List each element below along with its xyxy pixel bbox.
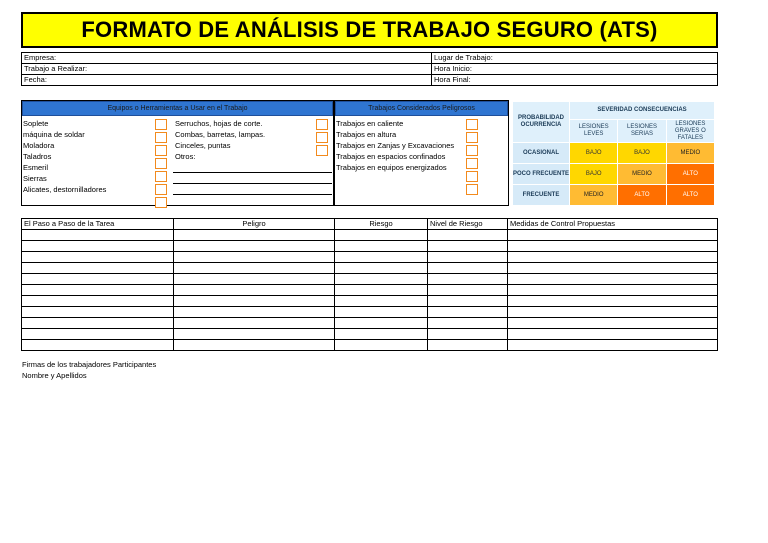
peligroso-item: Trabajos en espacios confinados xyxy=(336,152,446,161)
table-cell[interactable] xyxy=(174,329,335,340)
table-row xyxy=(22,340,718,351)
risk-matrix xyxy=(512,101,715,205)
table-cell[interactable] xyxy=(22,230,174,241)
table-row xyxy=(22,274,718,285)
col-header-medidas: Medidas de Control Propuestas xyxy=(508,219,718,230)
table-cell[interactable] xyxy=(508,318,718,329)
risk-cell: ALTO xyxy=(666,185,714,206)
checkbox[interactable] xyxy=(155,171,167,182)
table-cell[interactable] xyxy=(22,285,174,296)
page-title: FORMATO DE ANÁLISIS DE TRABAJO SEGURO (ATS) xyxy=(21,12,718,48)
table-cell[interactable] xyxy=(335,340,428,351)
table-cell[interactable] xyxy=(22,329,174,340)
firmas-label: Firmas de los trabajadores Participantes xyxy=(22,360,157,369)
equipos-checkboxes-2 xyxy=(316,119,328,156)
risk-cell: BAJO xyxy=(570,164,618,185)
table-cell[interactable] xyxy=(22,263,174,274)
table-cell[interactable] xyxy=(22,241,174,252)
table-cell[interactable] xyxy=(508,296,718,307)
probabilidad-label: PROBABILIDAD OCURRENCIA xyxy=(513,102,570,143)
table-cell[interactable] xyxy=(508,252,718,263)
equipo-item: Alicates, destornilladores xyxy=(23,185,107,194)
otros-line[interactable] xyxy=(173,172,332,173)
col-header-peligro: Peligro xyxy=(174,219,335,230)
hora-final-field[interactable]: Hora Final: xyxy=(432,75,718,86)
risk-cell: BAJO xyxy=(570,143,618,164)
peligrosos-header: Trabajos Considerados Peligrosos xyxy=(335,101,508,116)
table-cell[interactable] xyxy=(428,307,508,318)
table-row xyxy=(22,263,718,274)
equipo-item: Combas, barretas, lampas. xyxy=(175,130,266,139)
table-cell[interactable] xyxy=(335,241,428,252)
table-cell[interactable] xyxy=(174,252,335,263)
table-cell[interactable] xyxy=(508,263,718,274)
checkbox[interactable] xyxy=(466,171,478,182)
checkbox[interactable] xyxy=(316,145,328,156)
checkbox[interactable] xyxy=(466,132,478,143)
fecha-field[interactable]: Fecha: xyxy=(22,75,432,86)
table-cell[interactable] xyxy=(428,241,508,252)
table-cell[interactable] xyxy=(335,274,428,285)
table-cell[interactable] xyxy=(174,285,335,296)
probability-row-label: POCO FRECUENTE xyxy=(513,164,570,185)
table-cell[interactable] xyxy=(335,263,428,274)
table-row xyxy=(22,241,718,252)
table-cell[interactable] xyxy=(174,296,335,307)
table-row xyxy=(22,252,718,263)
table-cell[interactable] xyxy=(335,230,428,241)
equipo-item: máquina de soldar xyxy=(23,130,85,139)
table-cell[interactable] xyxy=(428,252,508,263)
otros-line[interactable] xyxy=(173,183,332,184)
table-cell[interactable] xyxy=(174,274,335,285)
checkbox[interactable] xyxy=(466,119,478,130)
table-cell[interactable] xyxy=(428,274,508,285)
nombre-label: Nombre y Apellidos xyxy=(22,371,87,380)
checkbox[interactable] xyxy=(155,158,167,169)
table-cell[interactable] xyxy=(22,340,174,351)
table-cell[interactable] xyxy=(22,318,174,329)
table-cell[interactable] xyxy=(428,318,508,329)
table-cell[interactable] xyxy=(335,318,428,329)
equipos-list-1 xyxy=(23,118,106,195)
table-cell[interactable] xyxy=(428,296,508,307)
lugar-field[interactable]: Lugar de Trabajo: xyxy=(432,53,718,64)
risk-cell: MEDIO xyxy=(570,185,618,206)
peligroso-item: Trabajos en altura xyxy=(336,130,397,139)
table-cell[interactable] xyxy=(174,307,335,318)
table-cell[interactable] xyxy=(428,263,508,274)
table-cell[interactable] xyxy=(428,285,508,296)
checkbox[interactable] xyxy=(155,132,167,143)
severity-col-header: LESIONES GRAVES O FATALES xyxy=(666,120,714,143)
risk-cell: MEDIO xyxy=(666,143,714,164)
equipo-item: Sierras xyxy=(23,174,47,183)
table-cell[interactable] xyxy=(174,318,335,329)
hora-inicio-field[interactable]: Hora Inicio: xyxy=(432,64,718,75)
table-cell[interactable] xyxy=(335,285,428,296)
equipo-item: Esmeril xyxy=(23,163,49,172)
peligroso-item: Trabajos en equipos energizados xyxy=(336,163,447,172)
severidad-label: SEVERIDAD CONSECUENCIAS xyxy=(570,102,715,120)
checkbox[interactable] xyxy=(466,184,478,195)
table-cell[interactable] xyxy=(508,340,718,351)
risk-cell: ALTO xyxy=(618,185,666,206)
checkbox[interactable] xyxy=(316,119,328,130)
table-cell[interactable] xyxy=(22,252,174,263)
peligroso-item: Trabajos en caliente xyxy=(336,119,404,128)
info-table xyxy=(21,52,718,86)
table-cell[interactable] xyxy=(335,329,428,340)
trabajo-field[interactable]: Trabajo a Realizar: xyxy=(22,64,432,75)
table-cell[interactable] xyxy=(428,329,508,340)
equipos-checkboxes-1 xyxy=(155,119,167,208)
equipos-list-2 xyxy=(175,118,265,162)
risk-cell: MEDIO xyxy=(618,164,666,185)
table-cell[interactable] xyxy=(428,230,508,241)
equipo-item: Cinceles, puntas xyxy=(175,141,231,150)
table-cell[interactable] xyxy=(174,241,335,252)
table-cell[interactable] xyxy=(335,296,428,307)
table-row xyxy=(22,285,718,296)
risk-cell: BAJO xyxy=(618,143,666,164)
steps-table xyxy=(21,218,718,351)
table-row xyxy=(22,230,718,241)
checkbox[interactable] xyxy=(316,132,328,143)
severity-col-header: LESIONES SERIAS xyxy=(618,120,666,143)
table-cell[interactable] xyxy=(174,230,335,241)
risk-cell: ALTO xyxy=(666,164,714,185)
checkbox[interactable] xyxy=(155,119,167,130)
table-cell[interactable] xyxy=(508,230,718,241)
table-row xyxy=(22,307,718,318)
equipo-item: Soplete xyxy=(23,119,49,128)
probability-row-label: OCASIONAL xyxy=(513,143,570,164)
table-cell[interactable] xyxy=(428,340,508,351)
col-header-riesgo: Riesgo xyxy=(335,219,428,230)
severity-col-header: LESIONES LEVES xyxy=(570,120,618,143)
probability-row-label: FRECUENTE xyxy=(513,185,570,206)
empresa-field[interactable]: Empresa: xyxy=(22,53,432,64)
table-cell[interactable] xyxy=(174,340,335,351)
table-cell[interactable] xyxy=(508,274,718,285)
table-cell[interactable] xyxy=(22,307,174,318)
table-row xyxy=(22,329,718,340)
table-row xyxy=(22,296,718,307)
table-row xyxy=(22,318,718,329)
table-cell[interactable] xyxy=(508,285,718,296)
checkbox[interactable] xyxy=(155,184,167,195)
peligrosos-checkboxes xyxy=(466,119,478,195)
col-header-paso: El Paso a Paso de la Tarea xyxy=(22,219,174,230)
otros-line[interactable] xyxy=(173,194,332,195)
table-cell[interactable] xyxy=(508,241,718,252)
table-cell[interactable] xyxy=(508,307,718,318)
table-cell[interactable] xyxy=(335,252,428,263)
checkbox[interactable] xyxy=(155,197,167,208)
equipo-item: Moladora xyxy=(23,141,55,150)
table-cell[interactable] xyxy=(22,274,174,285)
col-header-nivel: Nivel de Riesgo xyxy=(428,219,508,230)
peligrosos-list xyxy=(336,118,454,173)
table-cell[interactable] xyxy=(508,329,718,340)
peligroso-item: Trabajos en Zanjas y Excavaciones xyxy=(336,141,455,150)
table-cell[interactable] xyxy=(22,296,174,307)
equipo-item: Otros: xyxy=(175,152,196,161)
checkbox[interactable] xyxy=(466,145,478,156)
equipo-item: Taladros xyxy=(23,152,52,161)
table-cell[interactable] xyxy=(335,307,428,318)
equipo-item: Serruchos, hojas de corte. xyxy=(175,119,263,128)
table-cell[interactable] xyxy=(174,263,335,274)
equipos-header: Equipos o Herramientas a Usar en el Trabajo xyxy=(22,101,333,116)
checkbox[interactable] xyxy=(155,145,167,156)
checkbox[interactable] xyxy=(466,158,478,169)
